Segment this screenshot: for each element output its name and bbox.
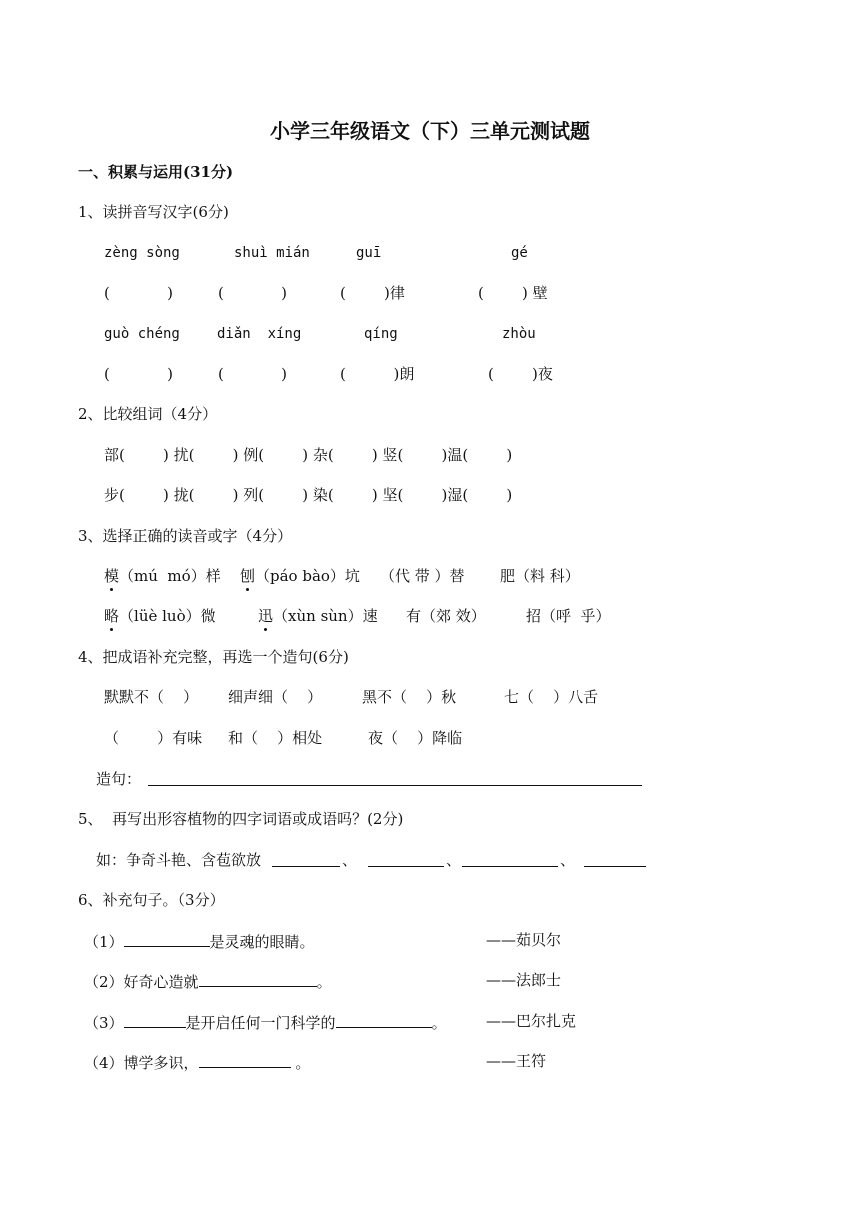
question-3-heading: 3、选择正确的读音或字（4分）	[78, 527, 293, 545]
separator: 、	[342, 851, 358, 869]
answer-line[interactable]	[462, 866, 558, 867]
dotted-char: 刨	[240, 567, 256, 585]
quote-item	[84, 930, 315, 952]
answer-blank[interactable]: ( )律	[340, 284, 405, 302]
quote-text: 。	[290, 1054, 311, 1072]
quote-blank[interactable]	[336, 1011, 432, 1028]
choice-item[interactable]	[240, 566, 360, 586]
question-6-heading: 6、补充句子。（3分）	[78, 891, 225, 909]
question-4-heading: 4、把成语补充完整，再选一个造句(6分)	[78, 648, 349, 666]
quote-item	[84, 1051, 310, 1073]
pinyin-4: gé	[511, 245, 528, 261]
choice-item[interactable]: 肥（料 科）	[500, 567, 580, 585]
quote-source: ——巴尔扎克	[486, 1012, 577, 1030]
quote-item	[84, 1011, 447, 1033]
question-2-heading: 2、比较组词（4分）	[78, 405, 218, 423]
answer-blank[interactable]: ( )	[104, 365, 173, 383]
word-group-row[interactable]: 部( ) 扰( ) 例( ) 杂( ) 竖( )温( )	[104, 446, 513, 464]
quote-number: （1）	[84, 933, 124, 951]
pinyin-6: diǎn xíng	[217, 326, 302, 342]
answer-blank[interactable]: ( ) 壁	[478, 284, 548, 302]
pinyin-7: qíng	[364, 326, 398, 342]
idiom-blank[interactable]: （ ）有味	[104, 729, 203, 747]
idiom-blank[interactable]: 夜（ ）降临	[368, 729, 463, 747]
answer-line[interactable]	[368, 866, 444, 867]
pinyin-3: guī	[356, 245, 382, 261]
quote-source: ——法郎士	[486, 971, 562, 989]
quote-text: 是开启任何一门科学的	[185, 1014, 336, 1032]
quote-blank[interactable]	[124, 1011, 186, 1028]
section-heading: 一、积累与运用(31分)	[78, 163, 234, 181]
quote-blank[interactable]	[199, 1051, 291, 1068]
choice-item[interactable]: 招（呼 乎）	[526, 607, 611, 625]
choice-item[interactable]: （代 带 ）替	[380, 567, 465, 585]
answer-blank[interactable]: ( )	[104, 284, 173, 302]
idiom-blank[interactable]: 七（ ）八舌	[504, 688, 599, 706]
answer-blank[interactable]: ( )	[218, 284, 287, 302]
quote-text: 好奇心造就	[123, 973, 199, 991]
pinyin-5: guò chéng	[104, 326, 180, 342]
idiom-blank[interactable]: 默默不（ ）	[104, 688, 199, 706]
answer-line[interactable]	[584, 866, 646, 867]
pinyin-2: shuì mián	[234, 245, 310, 261]
sentence-label: 造句：	[96, 770, 142, 788]
quote-text: 博学多识，	[123, 1054, 199, 1072]
pinyin-8: zhòu	[502, 326, 536, 342]
sentence-line[interactable]	[148, 785, 642, 786]
pinyin-1: zèng sòng	[104, 245, 180, 261]
choice-item[interactable]	[104, 566, 221, 586]
page-title: 小学三年级语文（下）三单元测试题	[270, 119, 590, 143]
idiom-blank[interactable]: 黑不（ ）秋	[362, 688, 457, 706]
quote-blank[interactable]	[199, 970, 317, 987]
quote-blank[interactable]	[124, 930, 210, 947]
separator: 、	[560, 851, 576, 869]
choice-text: （mú mó）样	[119, 567, 221, 585]
question-5-heading: 5、 再写出形容植物的四字词语或成语吗？(2分)	[78, 810, 404, 828]
quote-number: （4）	[84, 1054, 124, 1072]
quote-source: ——王符	[486, 1052, 547, 1070]
answer-blank[interactable]: ( )夜	[488, 365, 553, 383]
quote-source: ——茹贝尔	[486, 931, 562, 949]
quote-text: 是灵魂的眼睛。	[209, 933, 315, 951]
choice-text: （páo bào）坑	[255, 567, 360, 585]
word-group-row[interactable]: 步( ) 拢( ) 列( ) 染( ) 坚( )湿( )	[104, 486, 513, 504]
choice-item[interactable]	[258, 606, 378, 626]
choice-text: （xùn sùn）速	[273, 607, 378, 625]
example-prefix: 如：争奇斗艳、含苞欲放	[96, 851, 262, 869]
dotted-char: 迅	[258, 607, 274, 625]
quote-text: 。	[316, 973, 332, 991]
quote-item	[84, 970, 332, 992]
choice-text: （lüè luò）微	[119, 607, 216, 625]
answer-blank[interactable]: ( )	[218, 365, 287, 383]
answer-blank[interactable]: ( )朗	[340, 365, 415, 383]
quote-number: （3）	[84, 1014, 124, 1032]
separator: 、	[446, 851, 462, 869]
idiom-blank[interactable]: 细声细（ ）	[228, 688, 323, 706]
idiom-blank[interactable]: 和（ ）相处	[228, 729, 323, 747]
dotted-char: 模	[104, 567, 120, 585]
quote-text: 。	[431, 1014, 447, 1032]
answer-line[interactable]	[272, 866, 340, 867]
quote-number: （2）	[84, 973, 124, 991]
choice-item[interactable]: 有（郊 效）	[406, 607, 486, 625]
dotted-char: 略	[104, 607, 120, 625]
question-1-heading: 1、读拼音写汉字(6分)	[78, 203, 229, 221]
choice-item[interactable]	[104, 606, 216, 626]
